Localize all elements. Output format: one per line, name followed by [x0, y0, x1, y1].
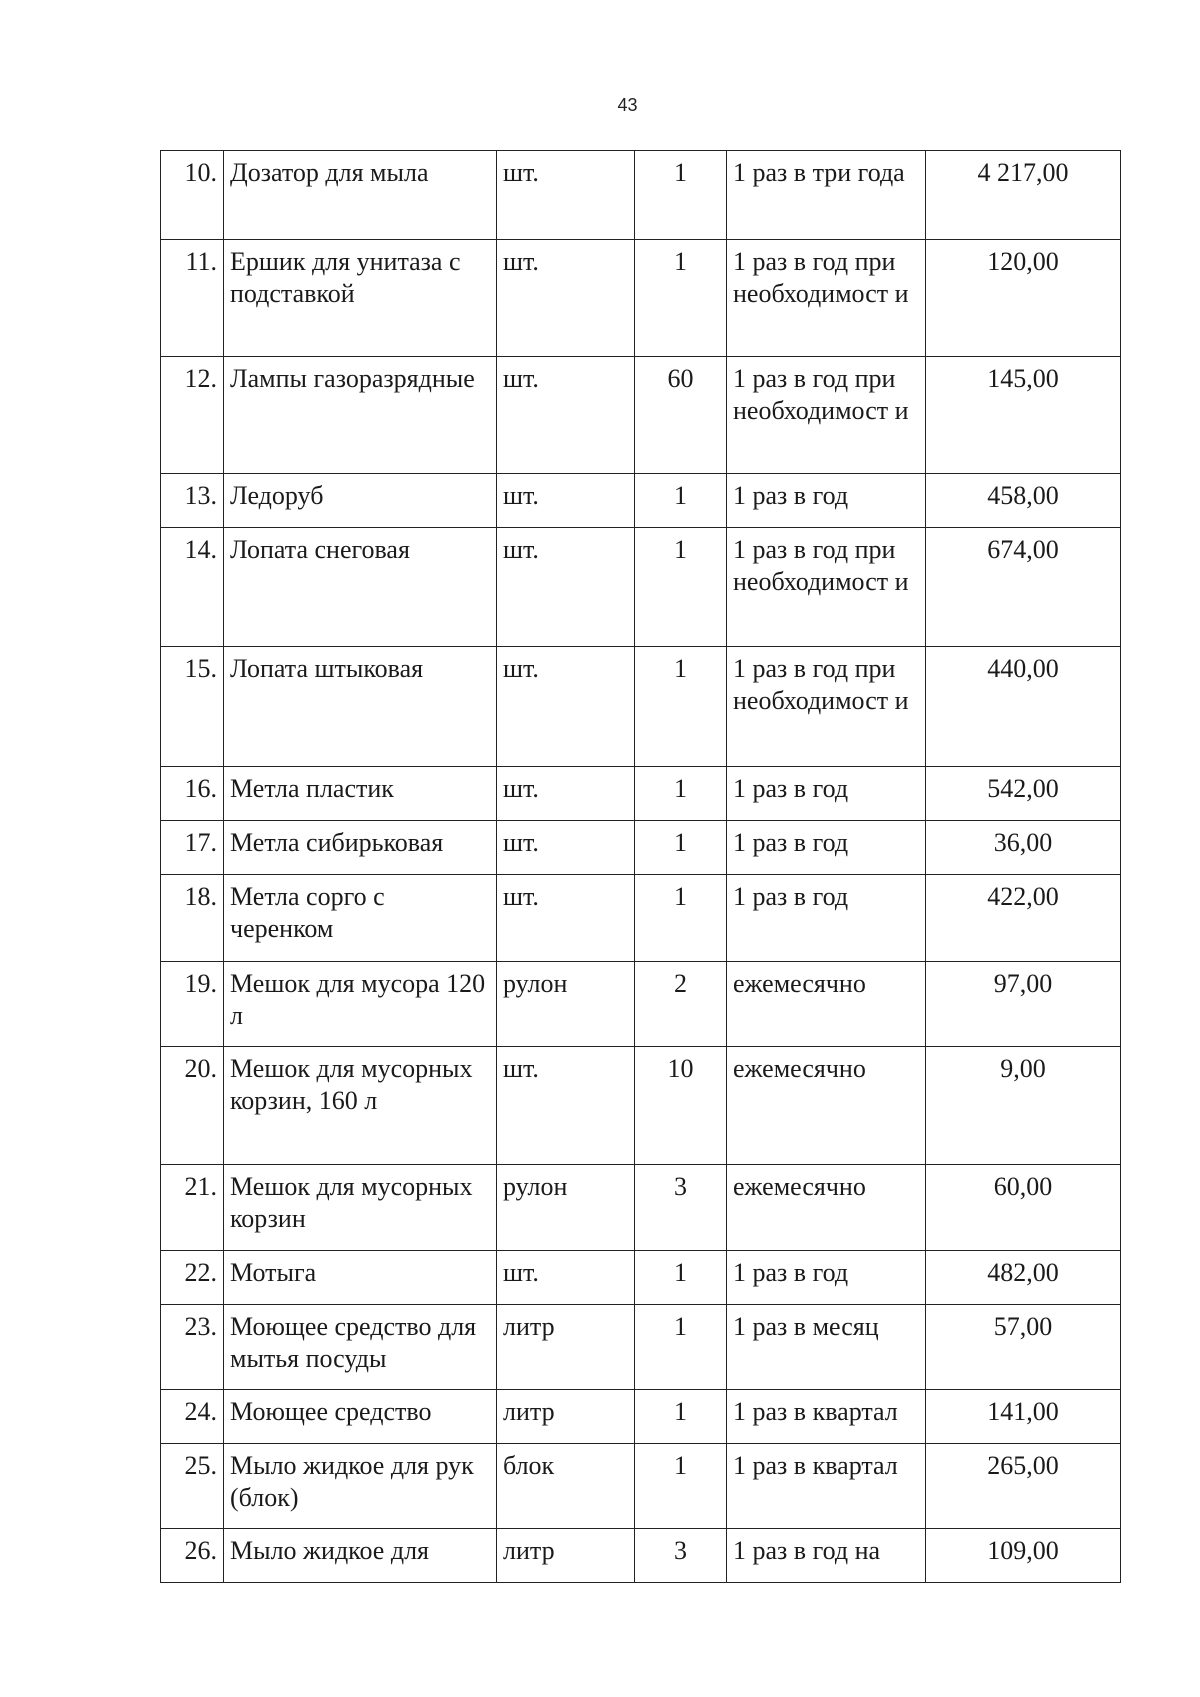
item-frequency: 1 раз в год	[727, 1251, 926, 1305]
item-frequency: ежемесячно	[727, 1165, 926, 1251]
item-price: 4 217,00	[926, 151, 1121, 240]
item-name: Мешок для мусора 120 л	[224, 962, 497, 1047]
item-unit: шт.	[497, 357, 635, 474]
item-price: 57,00	[926, 1305, 1121, 1390]
item-unit: рулон	[497, 1165, 635, 1251]
row-number: 16.	[161, 767, 224, 821]
item-unit: шт.	[497, 1251, 635, 1305]
row-number: 21.	[161, 1165, 224, 1251]
item-unit: шт.	[497, 647, 635, 767]
item-unit: литр	[497, 1529, 635, 1583]
item-name: Лампы газоразрядные	[224, 357, 497, 474]
item-price: 458,00	[926, 474, 1121, 528]
table-row	[161, 647, 1121, 767]
table-row	[161, 1444, 1121, 1529]
table-row	[161, 1305, 1121, 1390]
table-row	[161, 1390, 1121, 1444]
item-quantity: 1	[635, 821, 727, 875]
item-frequency: 1 раз в год на	[727, 1529, 926, 1583]
item-quantity: 1	[635, 767, 727, 821]
row-number: 14.	[161, 528, 224, 647]
table-row	[161, 357, 1121, 474]
row-number: 17.	[161, 821, 224, 875]
item-price: 440,00	[926, 647, 1121, 767]
row-number: 25.	[161, 1444, 224, 1529]
item-name: Мешок для мусорных корзин, 160 л	[224, 1047, 497, 1165]
table-row	[161, 767, 1121, 821]
row-number: 26.	[161, 1529, 224, 1583]
row-number: 22.	[161, 1251, 224, 1305]
item-frequency: 1 раз в квартал	[727, 1444, 926, 1529]
item-frequency: 1 раз в год при необходимост и	[727, 357, 926, 474]
item-price: 145,00	[926, 357, 1121, 474]
item-quantity: 60	[635, 357, 727, 474]
row-number: 23.	[161, 1305, 224, 1390]
item-price: 36,00	[926, 821, 1121, 875]
item-price: 120,00	[926, 240, 1121, 357]
item-name: Лопата штыковая	[224, 647, 497, 767]
item-unit: шт.	[497, 474, 635, 528]
table-row	[161, 240, 1121, 357]
item-quantity: 1	[635, 1251, 727, 1305]
item-name: Лопата снеговая	[224, 528, 497, 647]
item-frequency: ежемесячно	[727, 1047, 926, 1165]
item-name: Метла пластик	[224, 767, 497, 821]
item-quantity: 2	[635, 962, 727, 1047]
item-quantity: 3	[635, 1165, 727, 1251]
item-quantity: 1	[635, 151, 727, 240]
table-row	[161, 875, 1121, 962]
item-name: Мотыга	[224, 1251, 497, 1305]
item-unit: рулон	[497, 962, 635, 1047]
table-row	[161, 962, 1121, 1047]
item-unit: литр	[497, 1390, 635, 1444]
item-unit: шт.	[497, 151, 635, 240]
item-price: 9,00	[926, 1047, 1121, 1165]
item-price: 60,00	[926, 1165, 1121, 1251]
item-name: Метла сорго с черенком	[224, 875, 497, 962]
item-quantity: 1	[635, 1444, 727, 1529]
row-number: 20.	[161, 1047, 224, 1165]
item-price: 674,00	[926, 528, 1121, 647]
item-name: Мыло жидкое для рук (блок)	[224, 1444, 497, 1529]
row-number: 10.	[161, 151, 224, 240]
item-frequency: 1 раз в год	[727, 821, 926, 875]
table-row	[161, 474, 1121, 528]
item-name: Мешок для мусорных корзин	[224, 1165, 497, 1251]
item-unit: шт.	[497, 528, 635, 647]
table-row	[161, 821, 1121, 875]
item-quantity: 1	[635, 1305, 727, 1390]
row-number: 15.	[161, 647, 224, 767]
table-row	[161, 1251, 1121, 1305]
item-name: Моющее средство для мытья посуды	[224, 1305, 497, 1390]
item-quantity: 3	[635, 1529, 727, 1583]
table-row	[161, 1529, 1121, 1583]
item-name: Ершик для унитаза с подставкой	[224, 240, 497, 357]
item-unit: шт.	[497, 875, 635, 962]
table-row	[161, 528, 1121, 647]
item-name: Моющее средство	[224, 1390, 497, 1444]
item-name: Мыло жидкое для	[224, 1529, 497, 1583]
item-frequency: 1 раз в год	[727, 875, 926, 962]
item-frequency: 1 раз в год при необходимост и	[727, 647, 926, 767]
item-frequency: 1 раз в год	[727, 474, 926, 528]
row-number: 19.	[161, 962, 224, 1047]
page-number: 43	[617, 95, 638, 115]
item-quantity: 1	[635, 528, 727, 647]
item-quantity: 1	[635, 240, 727, 357]
item-unit: шт.	[497, 1047, 635, 1165]
table-row	[161, 1165, 1121, 1251]
item-quantity: 1	[635, 875, 727, 962]
item-frequency: 1 раз в год	[727, 767, 926, 821]
table-row	[161, 151, 1121, 240]
item-name: Ледоруб	[224, 474, 497, 528]
item-name: Метла сибирьковая	[224, 821, 497, 875]
item-frequency: 1 раз в квартал	[727, 1390, 926, 1444]
item-name: Дозатор для мыла	[224, 151, 497, 240]
row-number: 24.	[161, 1390, 224, 1444]
item-price: 482,00	[926, 1251, 1121, 1305]
item-frequency: ежемесячно	[727, 962, 926, 1047]
item-price: 422,00	[926, 875, 1121, 962]
item-frequency: 1 раз в год при необходимост и	[727, 240, 926, 357]
item-price: 109,00	[926, 1529, 1121, 1583]
item-price: 542,00	[926, 767, 1121, 821]
item-unit: шт.	[497, 767, 635, 821]
item-quantity: 10	[635, 1047, 727, 1165]
item-unit: шт.	[497, 821, 635, 875]
row-number: 11.	[161, 240, 224, 357]
item-frequency: 1 раз в три года	[727, 151, 926, 240]
item-quantity: 1	[635, 1390, 727, 1444]
item-price: 265,00	[926, 1444, 1121, 1529]
item-quantity: 1	[635, 647, 727, 767]
item-price: 141,00	[926, 1390, 1121, 1444]
table-row	[161, 1047, 1121, 1165]
item-quantity: 1	[635, 474, 727, 528]
row-number: 13.	[161, 474, 224, 528]
row-number: 18.	[161, 875, 224, 962]
item-unit: блок	[497, 1444, 635, 1529]
item-unit: литр	[497, 1305, 635, 1390]
items-table	[160, 150, 1121, 1583]
item-price: 97,00	[926, 962, 1121, 1047]
item-frequency: 1 раз в месяц	[727, 1305, 926, 1390]
row-number: 12.	[161, 357, 224, 474]
item-frequency: 1 раз в год при необходимост и	[727, 528, 926, 647]
item-unit: шт.	[497, 240, 635, 357]
